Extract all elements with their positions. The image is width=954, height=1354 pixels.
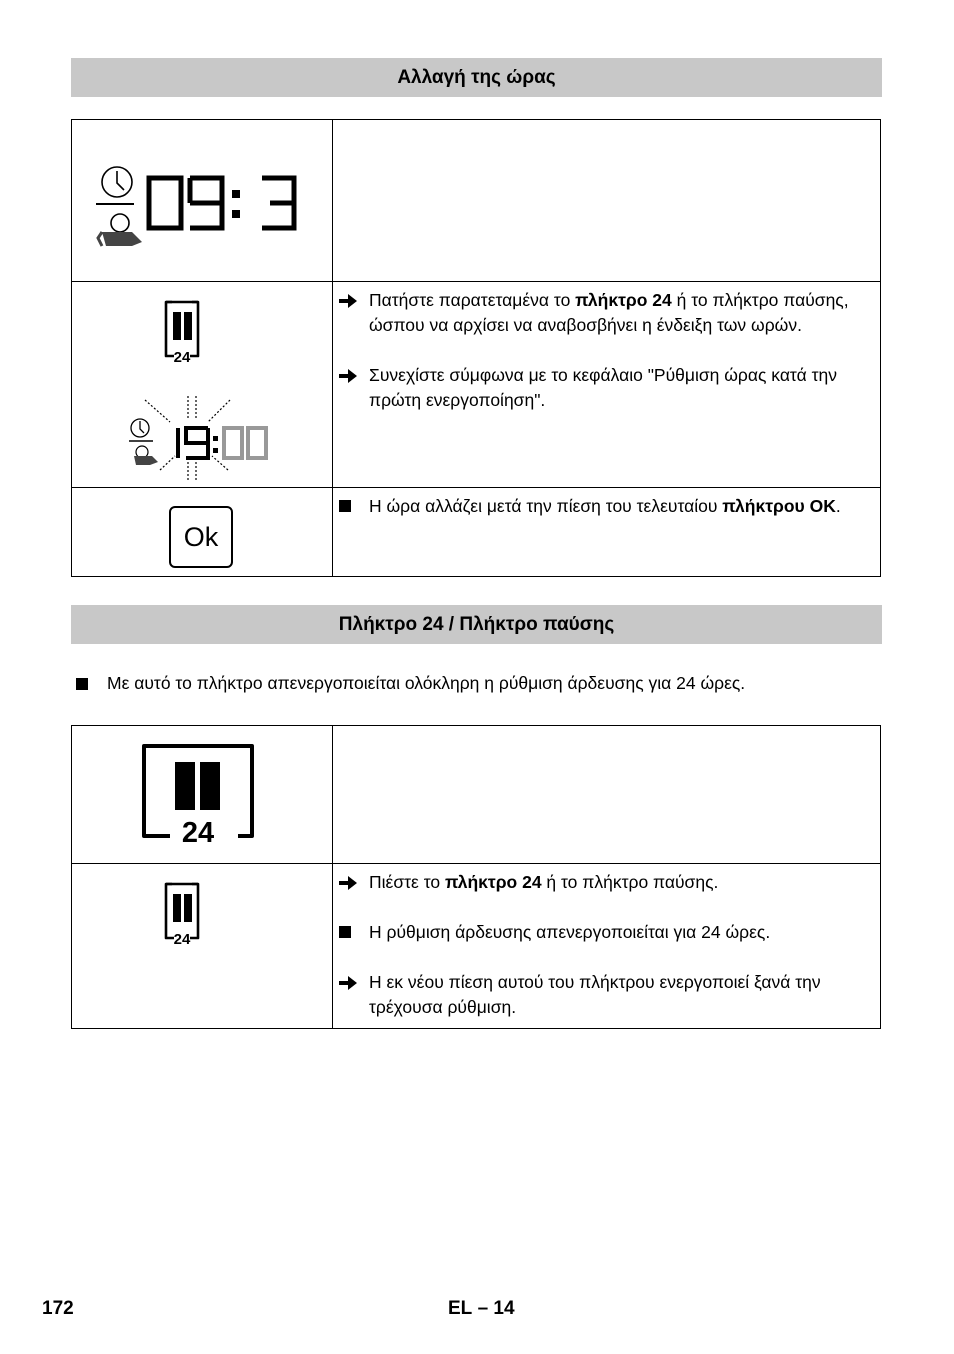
instruction-item-2: Συνεχίστε σύμφωνα με το κεφάλαιο "Ρύθμιση ώρας κατά την πρώτη ενεργοποίηση". — [339, 363, 874, 413]
empty-text-cell — [333, 120, 881, 282]
blinking-time-display-icon — [120, 390, 280, 480]
arrow-icon — [339, 870, 369, 895]
ok-info-item: Η ώρα αλλάζει μετά την πίεση του τελευταίου πλήκτρου OK. — [339, 494, 874, 519]
section-title-change-time: Αλλαγή της ώρας — [71, 58, 882, 97]
key-24-icon — [72, 864, 332, 964]
arrow-icon — [339, 970, 369, 1020]
square-bullet-icon — [339, 494, 369, 519]
arrow-icon — [339, 363, 369, 413]
svg-text:24: 24 — [173, 349, 191, 366]
ok-key-cell — [72, 488, 333, 577]
square-bullet-icon — [339, 920, 369, 945]
instruction-item-1: Πατήστε παρατεταμένα το πλήκτρο 24 ή το πλήκτρο παύσης, ώσπου να αρχίσει να αναβοσβήνει η ένδειξη των ωρών. — [339, 288, 874, 338]
section-title-key-24: Πλήκτρο 24 / Πλήκτρο παύσης — [71, 605, 882, 644]
small-key-cell — [72, 864, 333, 1029]
svg-text:24: 24 — [181, 817, 215, 849]
change-time-table — [71, 119, 881, 577]
time-display-icon — [72, 120, 332, 280]
empty-text-cell — [333, 726, 881, 864]
intro-paragraph: Με αυτό το πλήκτρο απενεργοποιείται ολόκληρη η ρύθμιση άρδευσης για 24 ώρες. — [76, 673, 745, 694]
ok-info-cell — [333, 488, 881, 577]
instructions-cell — [333, 282, 881, 488]
instruction-item-1: Πιέστε το πλήκτρο 24 ή το πλήκτρο παύσης. — [339, 870, 874, 895]
key-24-instructions-cell — [333, 864, 881, 1029]
instruction-item-3: Η εκ νέου πίεση αυτού του πλήκτρου ενεργοποιεί ξανά την τρέχουσα ρύθμιση. — [339, 970, 874, 1020]
display-cell — [72, 120, 333, 282]
page-number: 172 — [42, 1298, 74, 1319]
large-key-cell — [72, 726, 333, 864]
ok-key-icon: Ok — [169, 506, 233, 568]
key-24-table — [71, 725, 881, 1029]
instruction-item-2: Η ρύθμιση άρδευσης απενεργοποιείται για 24 ώρες. — [339, 920, 874, 945]
svg-text:24: 24 — [173, 931, 191, 948]
key-24-large-icon — [72, 726, 332, 862]
section-page-label: EL – 14 — [448, 1298, 515, 1319]
arrow-icon — [339, 288, 369, 338]
square-bullet-icon — [76, 678, 88, 690]
